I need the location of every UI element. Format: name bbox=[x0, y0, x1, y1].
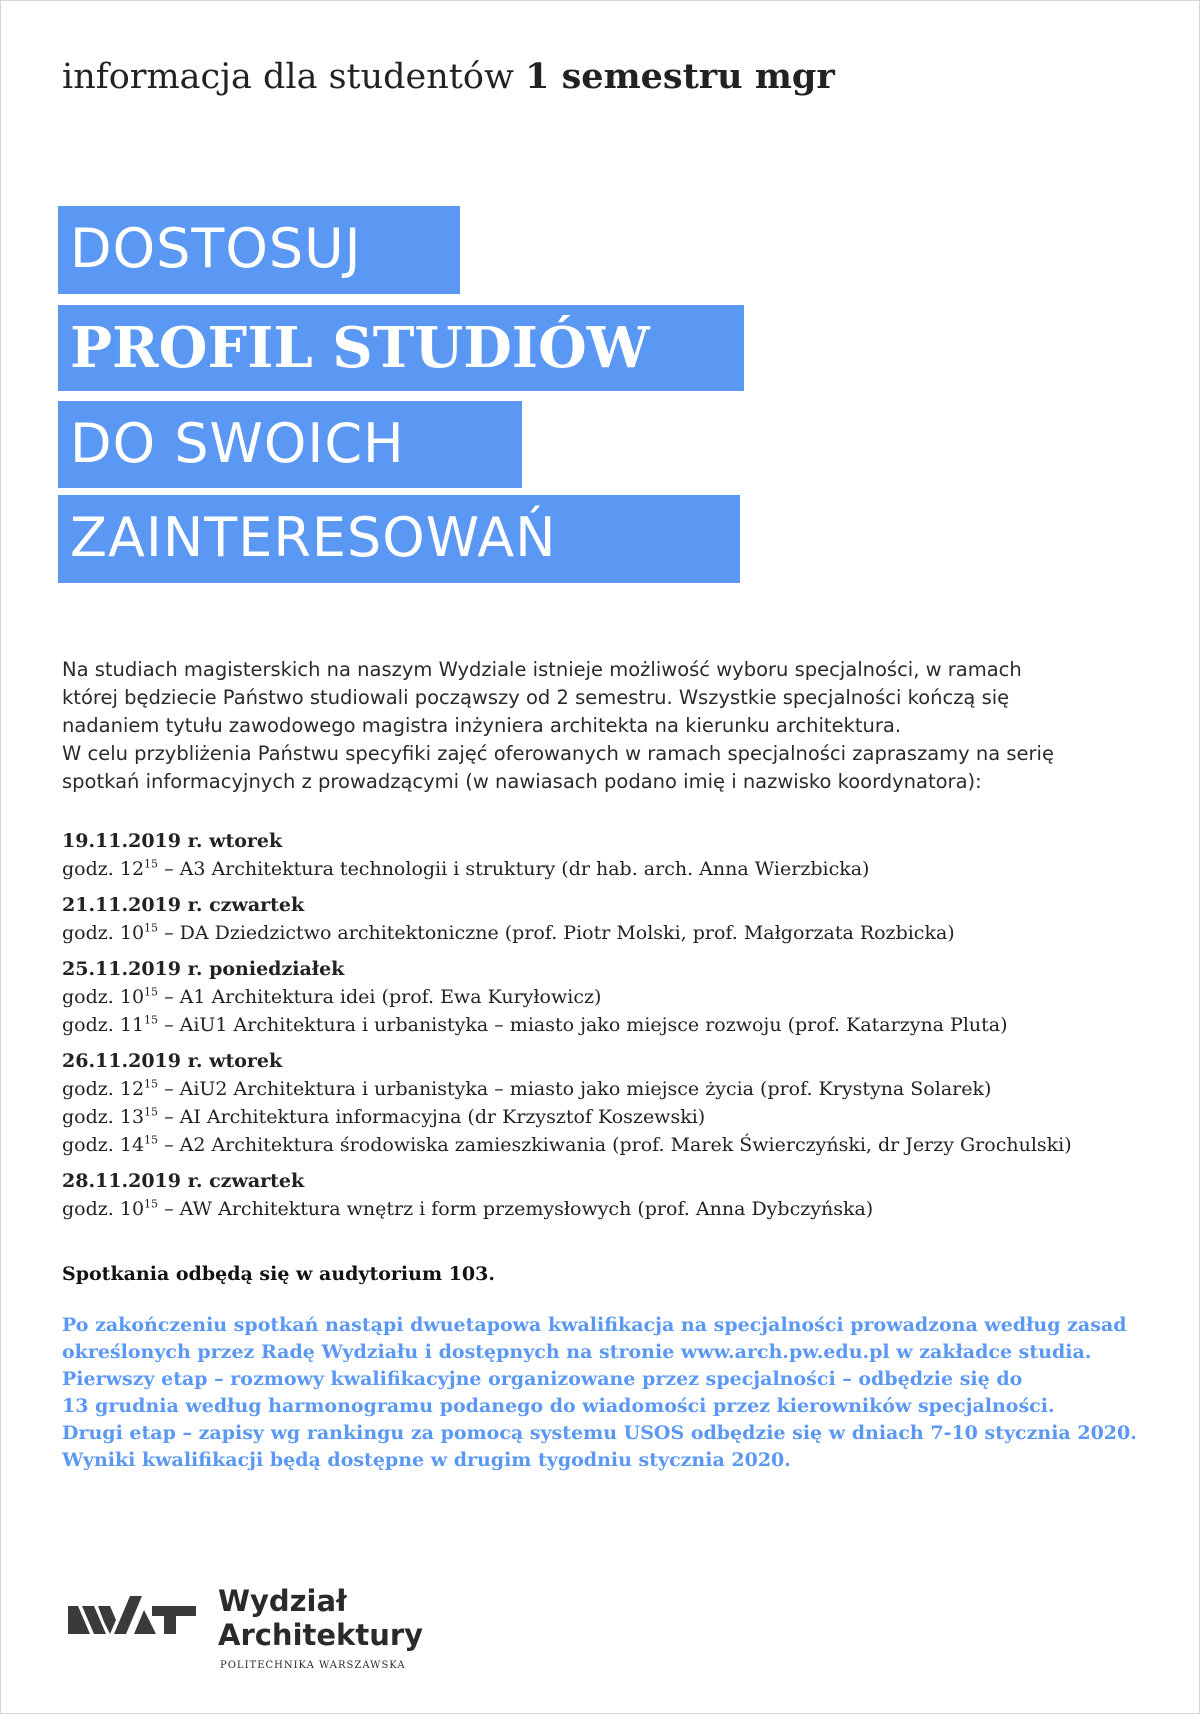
intro-bold: 1 semestru mgr bbox=[525, 56, 835, 97]
banner-line-2 bbox=[58, 305, 744, 391]
paragraph-line: spotkań informacyjnych z prowadzącymi (w nawiasach podano imię i nazwisko koordynatora): bbox=[62, 770, 982, 793]
day-date: 19.11.2019 r. wtorek bbox=[62, 830, 283, 852]
schedule-event bbox=[62, 1075, 1162, 1103]
event-time: godz. 10 bbox=[62, 922, 145, 944]
schedule-event bbox=[62, 1131, 1162, 1159]
event-minutes: 15 bbox=[144, 1133, 159, 1147]
banner-line-4 bbox=[58, 495, 740, 583]
day-date: 26.11.2019 r. wtorek bbox=[62, 1050, 283, 1072]
day-date: 21.11.2019 r. czwartek bbox=[62, 894, 305, 916]
faculty-logo-mark-icon bbox=[68, 1594, 196, 1642]
banner-text-2: PROFIL STUDIÓW bbox=[70, 315, 650, 381]
event-description: – AW Architektura wnętrz i form przemysłowych (prof. Anna Dybczyńska) bbox=[158, 1198, 874, 1220]
schedule-event bbox=[62, 855, 1162, 883]
event-minutes: 15 bbox=[144, 1105, 159, 1119]
paragraph-line: W celu przybliżenia Państwu specyfiki zajęć oferowanych w ramach specjalności zapraszamy na serię bbox=[62, 742, 1054, 765]
event-minutes: 15 bbox=[144, 1077, 159, 1091]
schedule-event bbox=[62, 1011, 1162, 1039]
notice-line: Drugi etap – zapisy wg rankingu za pomocą systemu USOS odbędzie się w dniach 7-10 stycznia 2020. bbox=[62, 1422, 1137, 1444]
schedule-day bbox=[62, 891, 1162, 947]
day-date: 28.11.2019 r. czwartek bbox=[62, 1170, 305, 1192]
faculty-name bbox=[218, 1584, 423, 1652]
schedule-event bbox=[62, 1103, 1162, 1131]
event-minutes: 15 bbox=[144, 985, 159, 999]
event-time: godz. 13 bbox=[62, 1106, 145, 1128]
meeting-schedule bbox=[62, 827, 1162, 1231]
faculty-name-line-1: Wydział bbox=[218, 1584, 347, 1618]
schedule-day bbox=[62, 955, 1162, 1039]
notice-line: określonych przez Radę Wydziału i dostępnych na stronie www.arch.pw.edu.pl w zakładce studia. bbox=[62, 1341, 1092, 1363]
event-time: godz. 14 bbox=[62, 1134, 145, 1156]
banner-text-1: DOSTOSUJ bbox=[70, 217, 362, 280]
event-description: – A3 Architektura technologii i struktury (dr hab. arch. Anna Wierzbicka) bbox=[158, 858, 870, 880]
faculty-name-line-2: Architektury bbox=[218, 1618, 424, 1652]
event-time: godz. 11 bbox=[62, 1014, 145, 1036]
day-date: 25.11.2019 r. poniedziałek bbox=[62, 958, 345, 980]
event-minutes: 15 bbox=[144, 1013, 159, 1027]
event-description: – AiU1 Architektura i urbanistyka – miasto jako miejsce rozwoju (prof. Katarzyna Pluta) bbox=[158, 1014, 1008, 1036]
event-minutes: 15 bbox=[144, 1197, 159, 1211]
event-minutes: 15 bbox=[144, 857, 159, 871]
schedule-event bbox=[62, 1195, 1162, 1223]
event-time: godz. 12 bbox=[62, 858, 145, 880]
intro-heading bbox=[62, 52, 835, 102]
banner-line-3 bbox=[58, 401, 522, 488]
event-description: – A2 Architektura środowiska zamieszkiwania (prof. Marek Świerczyński, dr Jerzy Grochulski) bbox=[158, 1134, 1072, 1156]
notice-line: Pierwszy etap – rozmowy kwalifikacyjne organizowane przez specjalności – odbędzie się do bbox=[62, 1368, 1023, 1390]
intro-text: informacja dla studentów bbox=[62, 57, 514, 97]
schedule-event bbox=[62, 919, 1162, 947]
banner-text-3: DO SWOICH bbox=[70, 412, 405, 475]
event-description: – DA Dziedzictwo architektoniczne (prof. Piotr Molski, prof. Małgorzata Rozbicka) bbox=[158, 922, 955, 944]
notice-line: 13 grudnia według harmonogramu podanego do wiadomości przez kierowników specjalności. bbox=[62, 1395, 1055, 1417]
faculty-logo bbox=[68, 1584, 428, 1674]
schedule-event bbox=[62, 983, 1162, 1011]
paragraph-line: nadaniem tytułu zawodowego magistra inżyniera architekta na kierunku architektura. bbox=[62, 714, 902, 737]
banner-text-4: ZAINTERESOWAŃ bbox=[70, 506, 557, 569]
event-minutes: 15 bbox=[144, 921, 159, 935]
notice-line: Po zakończeniu spotkań nastąpi dwuetapowa kwalifikacja na specjalności prowadzona według zasad bbox=[62, 1314, 1127, 1336]
university-name: POLITECHNIKA WARSZAWSKA bbox=[220, 1660, 406, 1671]
event-description: – AiU2 Architektura i urbanistyka – miasto jako miejsce życia (prof. Krystyna Solarek) bbox=[158, 1078, 992, 1100]
notice-line: Wyniki kwalifikacji będą dostępne w drugim tygodniu stycznia 2020. bbox=[62, 1449, 791, 1471]
schedule-day bbox=[62, 1167, 1162, 1223]
banner-line-1 bbox=[58, 206, 460, 294]
event-description: – AI Architektura informacyjna (dr Krzysztof Koszewski) bbox=[158, 1106, 706, 1128]
event-time: godz. 10 bbox=[62, 986, 145, 1008]
paragraph-line: której będziecie Państwo studiowali począwszy od 2 semestru. Wszystkie specjalności kończą się bbox=[62, 686, 1010, 709]
schedule-day bbox=[62, 827, 1162, 883]
event-time: godz. 10 bbox=[62, 1198, 145, 1220]
schedule-day bbox=[62, 1047, 1162, 1159]
qualification-notice bbox=[62, 1312, 1137, 1474]
venue-note: Spotkania odbędą się w audytorium 103. bbox=[62, 1263, 495, 1285]
event-description: – A1 Architektura idei (prof. Ewa Kuryłowicz) bbox=[158, 986, 602, 1008]
paragraph-line: Na studiach magisterskich na naszym Wydziale istnieje możliwość wyboru specjalności, w ramach bbox=[62, 658, 1022, 681]
intro-paragraph bbox=[62, 656, 1122, 796]
event-time: godz. 12 bbox=[62, 1078, 145, 1100]
